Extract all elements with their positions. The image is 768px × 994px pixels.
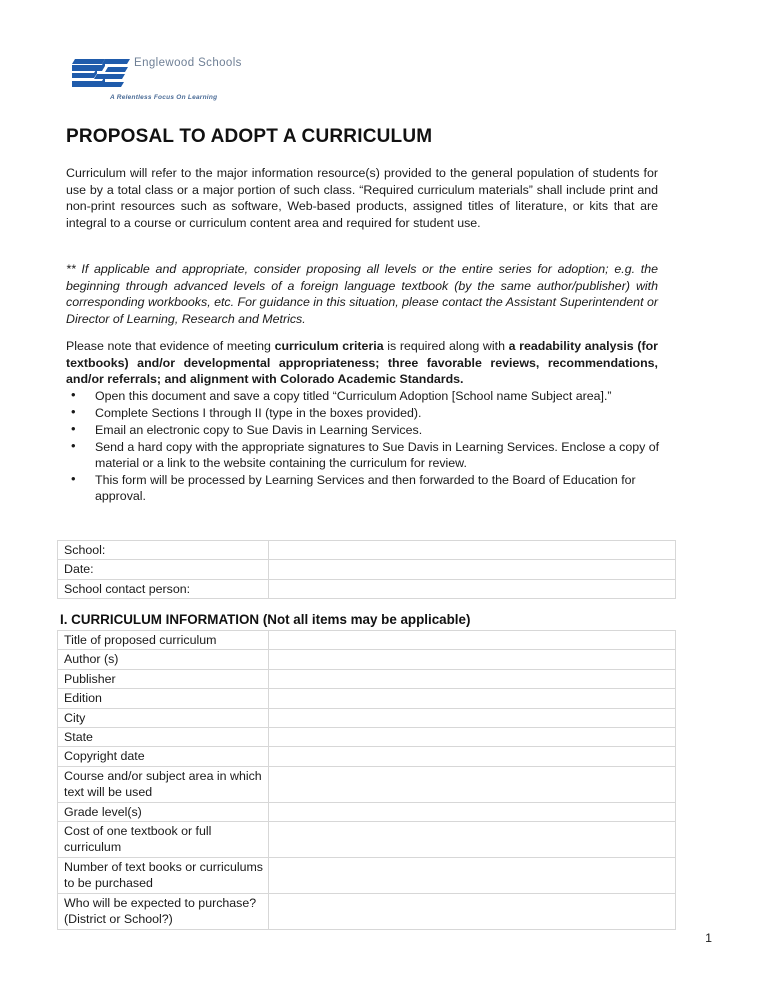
row-value-field[interactable] (269, 689, 676, 708)
letterhead (72, 56, 312, 112)
table-row (58, 560, 676, 579)
school-info-table-body (58, 541, 676, 599)
table-row (58, 708, 676, 727)
italic-note-paragraph: ** If applicable and appropriate, consider proposing all levels or the entire series for adoption; e.g. the beginning through advanced levels of a foreign language textbook (by the same author/publisher) with corresponding workbooks, etc. For guidance in this situation, please contact the Assistant Superintendent or Director of Learning, Research and Metrics. (66, 262, 658, 326)
criteria-paragraph (66, 338, 658, 387)
row-value-field[interactable] (269, 579, 676, 598)
row-label: State (58, 728, 269, 747)
table-row (58, 857, 676, 893)
table-row (58, 631, 676, 650)
definition-paragraph: Curriculum will refer to the major information resource(s) provided to the general population of students for use by a total class or a major portion of such class. “Required curriculum materials” shall include print and non-print resources such as software, Web-based products, assigned titles of literature, or kits that are integral to a course or curriculum content area and required for student use. (66, 166, 658, 230)
list-item: • Send a hard copy with the appropriate signatures to Sue Davis in Learning Services. Enclose a copy of material or a link to the website containing the curriculum for review. (66, 439, 666, 472)
row-value-field[interactable] (269, 893, 676, 929)
list-item: • Email an electronic copy to Sue Davis in Learning Services. (66, 422, 666, 438)
table-row (58, 650, 676, 669)
criteria-lead-text: Please note that evidence of meeting (66, 339, 275, 354)
row-value-field[interactable] (269, 766, 676, 802)
row-label: Number of text books or curriculums to be purchased (58, 857, 269, 893)
table-row (58, 579, 676, 598)
criteria-bold-two: a readability analysis (for textbooks) and/or developmental appropriateness; three favorable reviews, recommendations, and/or referrals; and alignment with Colorado Academic Standards. (66, 339, 658, 387)
row-label: School: (58, 541, 269, 560)
table-row (58, 822, 676, 858)
table-row (58, 689, 676, 708)
row-label: Who will be expected to purchase? (District or School?) (58, 893, 269, 929)
list-item: • Complete Sections I through II (type in the boxes provided). (66, 405, 666, 421)
curriculum-information-table (57, 630, 676, 930)
row-label: School contact person: (58, 579, 269, 598)
table-row (58, 669, 676, 688)
list-item: • This form will be processed by Learning Services and then forwarded to the Board of Education for approval. (66, 472, 666, 505)
englewood-es-monogram-icon (72, 58, 130, 92)
page-number: 1 (705, 931, 712, 945)
section-one-heading: I. CURRICULUM INFORMATION (Not all items may be applicable) (60, 612, 471, 627)
table-row (58, 541, 676, 560)
row-label: Edition (58, 689, 269, 708)
row-value-field[interactable] (269, 802, 676, 821)
criteria-bold-one: curriculum criteria (274, 339, 384, 354)
row-label: City (58, 708, 269, 727)
page-title: PROPOSAL TO ADOPT A CURRICULUM (66, 125, 433, 147)
row-value-field[interactable] (269, 560, 676, 579)
table-row (58, 893, 676, 929)
organization-name: Englewood Schools (134, 57, 242, 69)
row-label: Publisher (58, 669, 269, 688)
row-label: Cost of one textbook or full curriculum (58, 822, 269, 858)
table-row (58, 766, 676, 802)
table-row (58, 802, 676, 821)
row-value-field[interactable] (269, 650, 676, 669)
row-value-field[interactable] (269, 669, 676, 688)
row-value-field[interactable] (269, 857, 676, 893)
row-value-field[interactable] (269, 541, 676, 560)
row-value-field[interactable] (269, 747, 676, 766)
school-info-table (57, 540, 676, 599)
row-label: Date: (58, 560, 269, 579)
row-label: Author (s) (58, 650, 269, 669)
row-label: Copyright date (58, 747, 269, 766)
table-row (58, 747, 676, 766)
instruction-list (66, 388, 666, 505)
table-row (58, 728, 676, 747)
row-value-field[interactable] (269, 631, 676, 650)
row-label: Grade level(s) (58, 802, 269, 821)
organization-tagline: A Relentless Focus On Learning (110, 94, 218, 101)
criteria-mid-text: is required along with (383, 339, 509, 354)
row-value-field[interactable] (269, 822, 676, 858)
row-label: Course and/or subject area in which text will be used (58, 766, 269, 802)
row-value-field[interactable] (269, 708, 676, 727)
row-value-field[interactable] (269, 728, 676, 747)
row-label: Title of proposed curriculum (58, 631, 269, 650)
curriculum-information-table-body (58, 631, 676, 930)
list-item: • Open this document and save a copy titled “Curriculum Adoption [School name Subject area].” (66, 388, 666, 404)
